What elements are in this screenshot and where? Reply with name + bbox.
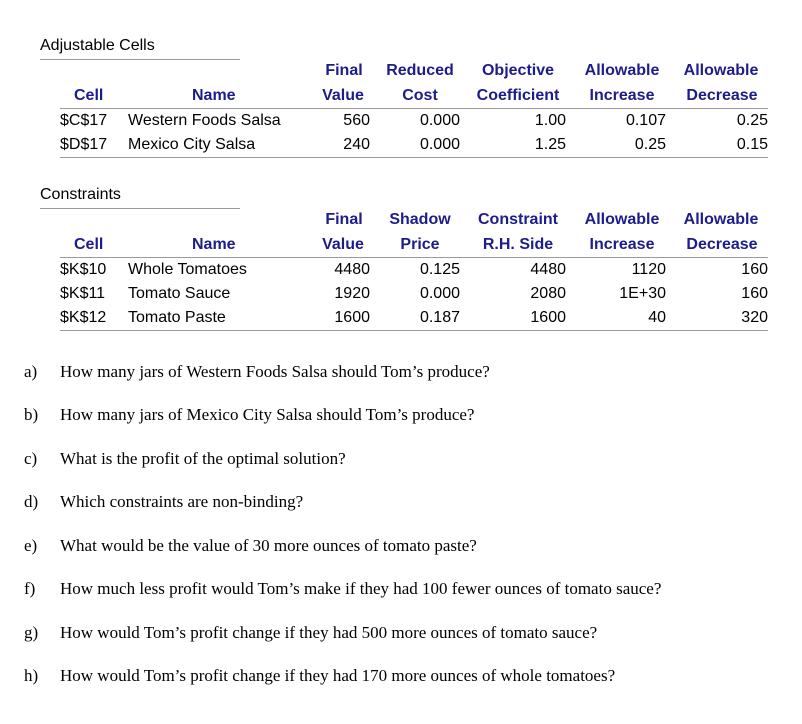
table-header-rule [60, 257, 768, 258]
shadow-price: 0.000 [419, 285, 460, 302]
allowable-increase: 0.107 [625, 112, 666, 129]
header-cell: Cell [74, 87, 104, 104]
question-letter: d) [24, 492, 39, 511]
question-letter: e) [24, 536, 38, 555]
header-allowable-inc: Allowable [584, 211, 660, 228]
table-header-rule [60, 108, 768, 109]
constraint-rhs: 1600 [530, 309, 566, 326]
header-cell: Cell [74, 236, 104, 253]
header-price: Price [400, 236, 440, 253]
header-rhs: R.H. Side [482, 236, 554, 253]
question-text: What is the profit of the optimal solution? [60, 449, 346, 468]
objective-coefficient: 1.25 [534, 136, 566, 153]
cell-name: Whole Tomatoes [128, 261, 247, 278]
allowable-decrease: 160 [741, 261, 768, 278]
header-shadow: Shadow [389, 211, 451, 228]
cell-ref: $K$12 [60, 309, 107, 326]
question-letter: g) [24, 623, 39, 642]
question-text: What would be the value of 30 more ounces of tomato paste? [60, 536, 477, 555]
question-letter: h) [24, 666, 39, 685]
header-objective: Objective [481, 62, 555, 79]
allowable-decrease: 160 [741, 285, 768, 302]
header-value: Value [322, 87, 364, 104]
question-text: How many jars of Mexico City Salsa should Tom’s produce? [60, 405, 475, 424]
question-letter: a) [24, 362, 38, 381]
allowable-decrease: 320 [741, 309, 768, 326]
question-text: How much less profit would Tom’s make if they had 100 fewer ounces of tomato sauce? [60, 579, 662, 598]
constraints-title: Constraints [40, 186, 121, 203]
cell-ref: $C$17 [60, 112, 108, 129]
question-text: How many jars of Western Foods Salsa should Tom’s produce? [60, 362, 490, 381]
table-bottom-rule [60, 330, 768, 331]
header-decrease: Decrease [686, 236, 758, 253]
question-text: How would Tom’s profit change if they had 500 more ounces of tomato sauce? [60, 623, 598, 642]
final-value: 1920 [334, 285, 370, 302]
header-final: Final [325, 62, 363, 79]
cell-ref: $K$11 [60, 285, 106, 302]
final-value: 240 [343, 136, 370, 153]
adjustable-cells-title: Adjustable Cells [40, 37, 155, 54]
header-cost: Cost [402, 87, 438, 104]
cell-ref: $D$17 [60, 136, 108, 153]
header-reduced: Reduced [386, 62, 454, 79]
final-value: 4480 [334, 261, 370, 278]
adjustable-title-rule [40, 59, 240, 60]
header-name: Name [192, 87, 236, 104]
cell-name: Tomato Sauce [128, 285, 231, 302]
cell-name: Tomato Paste [128, 309, 226, 326]
shadow-price: 0.125 [419, 261, 460, 278]
header-allowable-dec: Allowable [683, 211, 759, 228]
reduced-cost: 0.000 [419, 136, 460, 153]
header-allowable-inc: Allowable [584, 62, 660, 79]
header-name: Name [192, 236, 236, 253]
header-increase: Increase [589, 236, 655, 253]
question-letter: c) [24, 449, 38, 468]
shadow-price: 0.187 [419, 309, 460, 326]
header-constraint: Constraint [478, 211, 558, 228]
header-final: Final [325, 211, 363, 228]
allowable-decrease: 0.25 [736, 112, 768, 129]
header-decrease: Decrease [686, 87, 758, 104]
final-value: 1600 [334, 309, 370, 326]
allowable-increase: 0.25 [634, 136, 666, 153]
cell-ref: $K$10 [60, 261, 107, 278]
header-value: Value [322, 236, 364, 253]
objective-coefficient: 1.00 [534, 112, 566, 129]
table-bottom-rule [60, 157, 768, 158]
header-coefficient: Coefficient [476, 87, 560, 104]
allowable-decrease: 0.15 [736, 136, 768, 153]
constraints-title-rule [40, 208, 240, 209]
allowable-increase: 1120 [631, 261, 666, 278]
constraint-rhs: 2080 [530, 285, 566, 302]
cell-name: Mexico City Salsa [128, 136, 256, 153]
final-value: 560 [343, 112, 370, 129]
cell-name: Western Foods Salsa [128, 112, 281, 129]
question-text: Which constraints are non-binding? [60, 492, 304, 511]
question-letter: b) [24, 405, 39, 424]
reduced-cost: 0.000 [419, 112, 460, 129]
constraint-rhs: 4480 [530, 261, 566, 278]
allowable-increase: 40 [648, 309, 666, 326]
header-increase: Increase [589, 87, 655, 104]
allowable-increase: 1E+30 [619, 285, 666, 302]
header-allowable-dec: Allowable [683, 62, 759, 79]
question-text: How would Tom’s profit change if they had 170 more ounces of whole tomatoes? [60, 666, 616, 685]
question-letter: f) [24, 579, 36, 598]
